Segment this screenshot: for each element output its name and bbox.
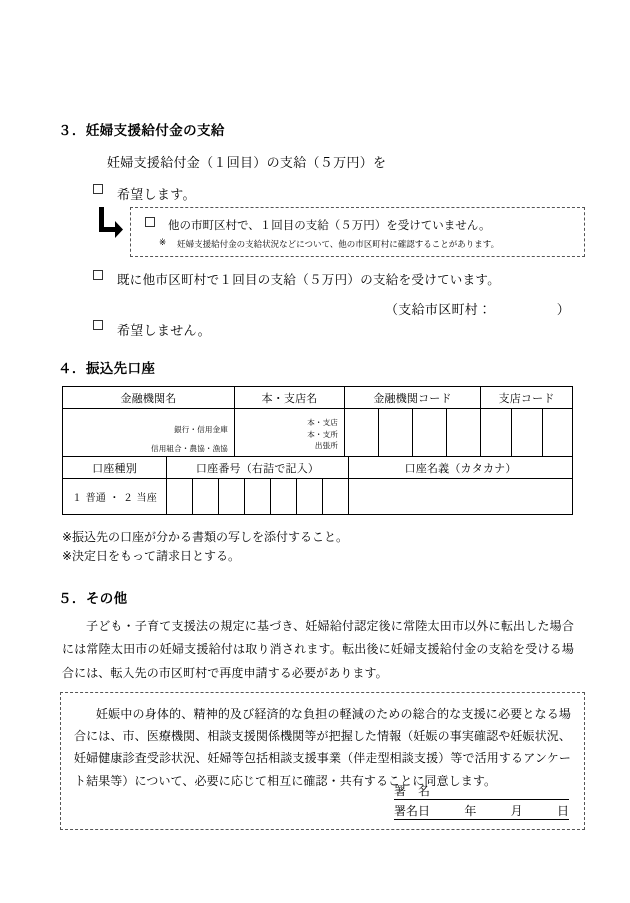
section-4-number: ４． <box>58 361 86 377</box>
checkbox-already-received-label: 既に他市区町村で１回目の支給（５万円）の支給を受けています。 <box>117 272 501 287</box>
paying-municipality-label: （支給市区町村： <box>385 303 492 318</box>
th-branch-name: 本・支店名 <box>235 387 345 409</box>
input-account-number-digit[interactable] <box>297 479 323 515</box>
th-account-holder: 口座名義（カタカナ） <box>349 457 573 479</box>
th-bank-code: 金融機関コード <box>345 387 481 409</box>
checkbox-no-wish[interactable] <box>93 320 103 330</box>
checkbox-row-not-received[interactable] <box>145 217 490 233</box>
checkbox-not-received[interactable] <box>145 217 155 227</box>
checkbox-row-no-wish[interactable] <box>93 320 211 339</box>
branch-type-line-2: 本・支所 <box>307 429 338 439</box>
paying-municipality-field[interactable] <box>385 299 570 318</box>
table-row-headers-1 <box>63 387 573 409</box>
input-bank-code-digit[interactable] <box>379 409 413 457</box>
branch-type-line-3: 出張所 <box>314 441 338 451</box>
section-4-notes <box>62 528 348 566</box>
input-branch-code-digit[interactable] <box>512 409 543 457</box>
nested-declaration-box <box>130 207 585 257</box>
signature-label: 署 名 <box>394 784 431 798</box>
checkbox-row-wish[interactable] <box>93 184 196 203</box>
consent-text: 妊娠中の身体的、精神的及び経済的な負担の軽減のための総合的な支援に必要となる場合には、市、医療機関、相談支援関係機関等が把握した情報（妊娠の事実確認や妊娠状況、妊婦健康診査受診状況、妊婦等包括相談支援事業（伴走型相談支援）等で活用するアンケート結果等）について、必要に応じて相互に確認・共有することに同意します。 <box>74 707 571 788</box>
table-row-entry-1 <box>63 409 573 457</box>
signature-field[interactable] <box>394 780 569 800</box>
input-bank-code-digit[interactable] <box>345 409 379 457</box>
table-row-entry-2 <box>63 479 573 515</box>
section-5-number: ５． <box>58 591 86 607</box>
section-5-heading <box>58 587 128 607</box>
input-account-number-digit[interactable] <box>167 479 193 515</box>
note-mark-icon: ※ <box>159 238 167 248</box>
input-account-number-digit[interactable] <box>219 479 245 515</box>
checkbox-row-already-received[interactable] <box>93 270 500 288</box>
input-branch-name[interactable] <box>235 409 345 457</box>
section-3-lead-text: 妊婦支援給付金（１回目）の支給（５万円）を <box>107 156 387 171</box>
arrow-hook-icon <box>98 205 124 244</box>
input-branch-code-digit[interactable] <box>543 409 573 457</box>
th-account-number: 口座番号（右詰で記入） <box>167 457 349 479</box>
section-3-number: ３． <box>58 123 86 139</box>
checkbox-wish[interactable] <box>93 184 103 194</box>
input-bank-code-digit[interactable] <box>447 409 481 457</box>
signature-date-label: 署名日 <box>394 804 431 818</box>
bank-type-line-1: 銀行・信用金庫 <box>174 424 228 434</box>
input-branch-code-digit[interactable] <box>481 409 512 457</box>
section-5-title: その他 <box>85 591 128 607</box>
th-account-type: 口座種別 <box>63 457 167 479</box>
input-account-type[interactable]: １ 普通 ・ ２ 当座 <box>63 479 167 515</box>
th-financial-institution-name: 金融機関名 <box>63 387 235 409</box>
section-4-note-1: ※振込先の口座が分かる書類の写しを添付すること。 <box>62 530 349 544</box>
nested-box-note <box>159 238 499 250</box>
signature-date-month-label: 月 <box>510 804 523 818</box>
input-account-holder-name[interactable] <box>349 479 573 515</box>
section-4-note-2: ※決定日をもって請求日とする。 <box>62 549 241 564</box>
input-account-number-digit[interactable] <box>245 479 271 515</box>
section-3-heading <box>58 119 225 139</box>
branch-type-line-1: 本・支店 <box>307 418 338 428</box>
checkbox-already-received[interactable] <box>93 270 103 280</box>
section-5-paragraph: 子ども・子育て支援法の規定に基づき、妊婦給付認定後に常陸太田市以外に転出した場合には常陸太田市の妊婦支援給付は取り消されます。転出後に妊婦支援給付金の支給を受ける場合には、転入先の市区町村で再度申請する必要があります。 <box>62 619 574 680</box>
signature-date-field[interactable] <box>394 800 569 820</box>
input-account-number-digit[interactable] <box>193 479 219 515</box>
section-4-heading <box>58 357 155 377</box>
paying-municipality-close: ） <box>556 303 570 318</box>
checkbox-no-wish-label: 希望しません。 <box>117 324 211 339</box>
bank-account-table <box>62 386 573 457</box>
checkbox-wish-label: 希望します。 <box>117 188 196 203</box>
bank-type-line-2: 信用組合・農協・漁協 <box>151 443 228 453</box>
bank-account-table-wrap <box>62 386 573 515</box>
signature-date-day-label: 日 <box>556 804 569 818</box>
signature-date-year-label: 年 <box>464 804 477 818</box>
consent-box <box>60 692 585 830</box>
section-3-title: 妊婦支援給付金の支給 <box>85 123 225 139</box>
checkbox-not-received-label: 他の市町区村で、１回目の支給（５万円）を受けていません。 <box>168 218 491 232</box>
input-financial-institution-name[interactable] <box>63 409 235 457</box>
input-bank-code-digit[interactable] <box>413 409 447 457</box>
input-account-number-digit[interactable] <box>323 479 349 515</box>
input-account-number-digit[interactable] <box>271 479 297 515</box>
th-branch-code: 支店コード <box>481 387 573 409</box>
table-row-headers-2 <box>63 457 573 479</box>
section-4-title: 振込先口座 <box>85 361 156 377</box>
account-detail-table <box>62 456 573 515</box>
note-text: 妊婦支援給付金の支給状況などについて、他の市区町村に確認することがあります。 <box>177 240 500 250</box>
